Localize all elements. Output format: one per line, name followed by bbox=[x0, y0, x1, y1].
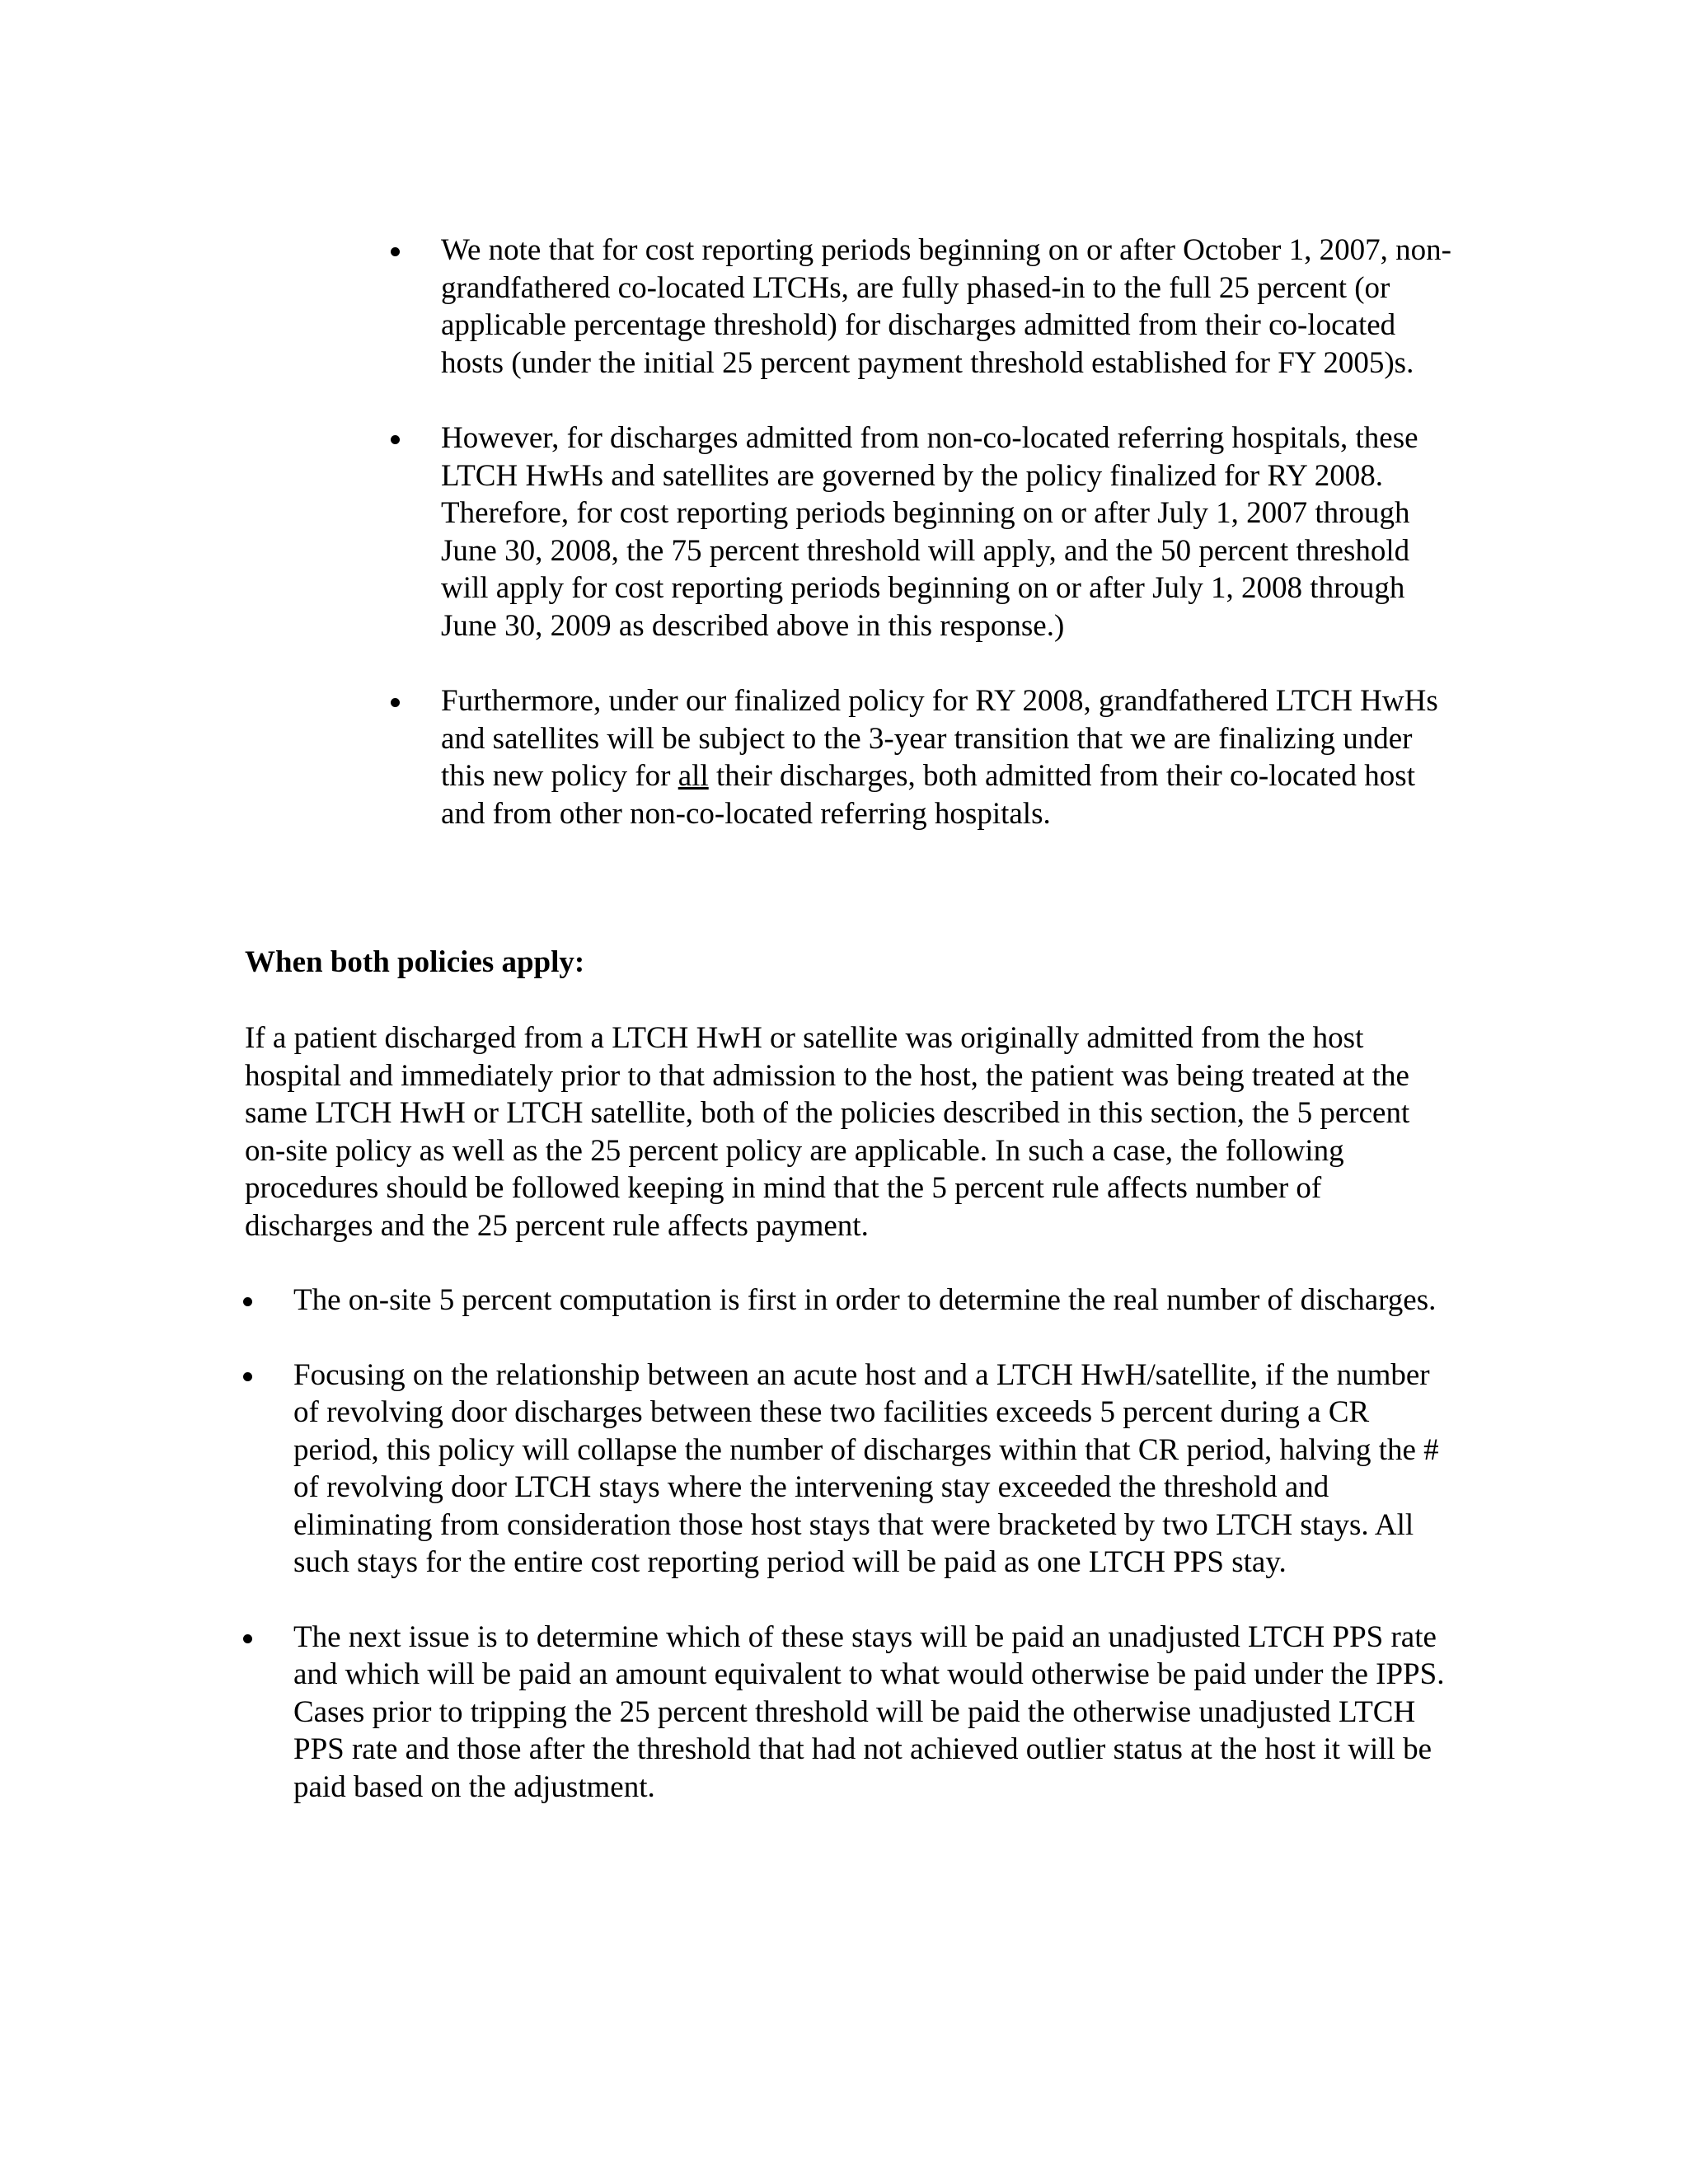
bottom-bullet-list bbox=[293, 1282, 1456, 1806]
underlined-word: all bbox=[678, 759, 709, 793]
list-item bbox=[293, 1357, 1456, 1582]
bullet-text-after: their discharges, both admitted from their co-located host and from other non-co-located referring hospitals. bbox=[441, 759, 1415, 831]
bullet-text-before: Furthermore, under our finalized policy for RY 2008, grandfathered LTCH HwHs and satellites will be subject to the 3-year transition that we are finalizing under this new policy for bbox=[441, 684, 1438, 793]
bullet-text: We note that for cost reporting periods beginning on or after October 1, 2007, non-grandfathered co-located LTCHs, are fully phased-in to the full 25 percent (or applicable percentage threshold) for discharges admitted from their co-located hosts (under the initial 25 percent payment threshold established for FY 2005)s. bbox=[441, 233, 1451, 380]
bullet-icon bbox=[243, 1634, 252, 1643]
bullet-text: However, for discharges admitted from non-co-located referring hospitals, these LTCH HwHs and satellites are governed by the policy finalized for RY 2008. Therefore, for cost reporting periods beginning on or after July 1, 2007 through June 30, 2008, the 75 percent threshold will apply, and the 50 percent threshold will apply for cost reporting periods beginning on or after July 1, 2008 through June 30, 2009 as described above in this response.) bbox=[441, 421, 1418, 643]
bullet-text: The on-site 5 percent computation is first in order to determine the real number of discharges. bbox=[293, 1283, 1437, 1317]
bullet-icon bbox=[243, 1297, 252, 1306]
section-heading: When both policies apply: bbox=[245, 945, 585, 979]
bullet-text: The next issue is to determine which of these stays will be paid an unadjusted LTCH PPS rate and which will be paid an amount equivalent to what would otherwise be paid under the IPPS. Cases prior to tripping the 25 percent threshold will be paid the otherwise unadjusted LTCH PPS rate and those after the threshold that had not achieved outlier status at the host it will be paid based on the adjustment. bbox=[293, 1619, 1445, 1804]
bullet-text: Focusing on the relationship between an acute host and a LTCH HwH/satellite, if the number of revolving door discharges between these two facilities exceeds 5 percent during a CR period, this policy will collapse the number of discharges within that CR period, halving the # of revolving door LTCH stays where the intervening stay exceeded the threshold and eliminating from consideration those host stays that were bracketed by two LTCH stays. All such stays for the entire cost reporting period will be paid as one LTCH PPS stay. bbox=[293, 1357, 1439, 1579]
bullet-icon bbox=[391, 435, 400, 444]
list-item bbox=[441, 419, 1455, 644]
bullet-icon bbox=[391, 698, 400, 707]
section-paragraph: If a patient discharged from a LTCH HwH or satellite was originally admitted from the host hospital and immediately prior to that admission to the host, the patient was being treated at the same LTCH HwH or LTCH satellite, both of the policies described in this section, the 5 percent on-site policy as well as the 25 percent policy are applicable. In such a case, the following procedures should be followed keeping in mind that the 5 percent rule affects number of discharges and the 25 percent rule affects payment. bbox=[245, 1021, 1410, 1243]
bullet-icon bbox=[243, 1372, 252, 1381]
top-bullet-list bbox=[441, 232, 1455, 832]
list-item bbox=[293, 1282, 1456, 1319]
list-item bbox=[441, 682, 1455, 832]
list-item bbox=[441, 232, 1455, 382]
list-item bbox=[293, 1619, 1456, 1807]
bullet-icon bbox=[391, 247, 400, 256]
